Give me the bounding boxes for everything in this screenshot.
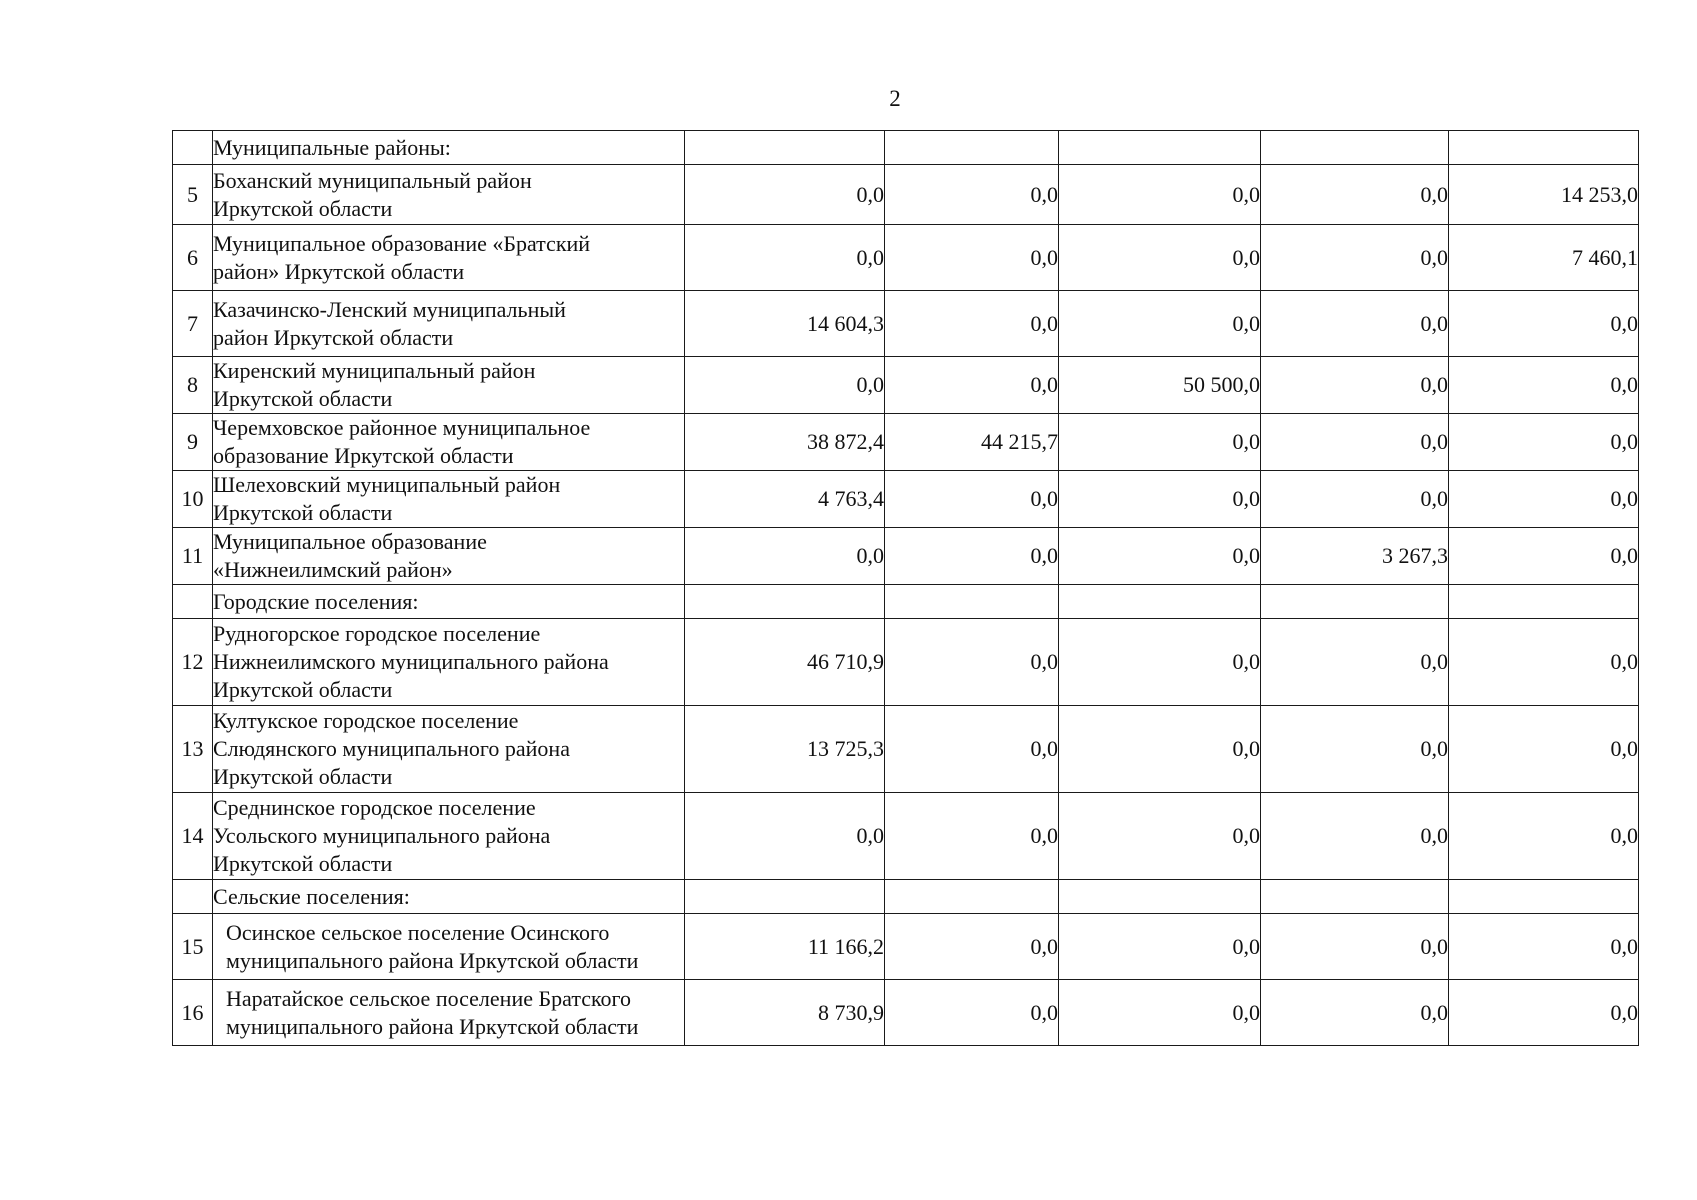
value-cell: 0,0 <box>1449 291 1639 357</box>
value-cell: 3 267,3 <box>1261 528 1449 585</box>
municipality-name: Култукское городское поселение Слюдянского муниципального района Иркутской области <box>213 706 685 793</box>
table-body <box>173 131 1639 1046</box>
value-cell: 0,0 <box>1261 471 1449 528</box>
table-row <box>173 165 1639 225</box>
municipality-name: Шелеховский муниципальный район Иркутской области <box>213 471 685 528</box>
municipality-name: Наратайское сельское поселение Братского муниципального района Иркутской области <box>213 980 685 1046</box>
value-cell: 0,0 <box>1449 980 1639 1046</box>
value-cell: 0,0 <box>685 793 885 880</box>
value-cell: 0,0 <box>1449 528 1639 585</box>
value-cell: 0,0 <box>685 357 885 414</box>
value-cell: 0,0 <box>1261 793 1449 880</box>
value-cell: 8 730,9 <box>685 980 885 1046</box>
value-cell: 0,0 <box>1059 225 1261 291</box>
row-number: 15 <box>173 914 213 980</box>
value-cell: 0,0 <box>685 528 885 585</box>
municipality-name: Казачинско-Ленский муниципальный район Иркутской области <box>213 291 685 357</box>
value-cell: 0,0 <box>1261 165 1449 225</box>
value-cell: 0,0 <box>685 225 885 291</box>
value-cell: 0,0 <box>685 165 885 225</box>
row-number: 13 <box>173 706 213 793</box>
value-cell: 0,0 <box>1059 793 1261 880</box>
table-row <box>173 291 1639 357</box>
value-cell: 0,0 <box>1449 706 1639 793</box>
section-row <box>173 585 1639 619</box>
value-cell: 0,0 <box>1449 357 1639 414</box>
section-label: Сельские поселения: <box>213 880 685 914</box>
table-row <box>173 414 1639 471</box>
section-row <box>173 880 1639 914</box>
municipality-name: Рудногорское городское поселение Нижнеилимского муниципального района Иркутской области <box>213 619 685 706</box>
municipality-name: Киренский муниципальный район Иркутской области <box>213 357 685 414</box>
table-row <box>173 914 1639 980</box>
table-row <box>173 471 1639 528</box>
num-cell <box>173 880 213 914</box>
value-cell: 0,0 <box>1261 914 1449 980</box>
allocation-table <box>172 130 1639 1046</box>
value-cell: 0,0 <box>885 980 1059 1046</box>
value-cell: 7 460,1 <box>1449 225 1639 291</box>
municipality-name: Боханский муниципальный район Иркутской области <box>213 165 685 225</box>
page-number: 2 <box>889 86 901 111</box>
value-cell: 44 215,7 <box>885 414 1059 471</box>
value-cell: 0,0 <box>1449 414 1639 471</box>
row-number: 14 <box>173 793 213 880</box>
value-cell: 4 763,4 <box>685 471 885 528</box>
value-cell: 0,0 <box>1059 414 1261 471</box>
municipality-name: Осинское сельское поселение Осинского муниципального района Иркутской области <box>213 914 685 980</box>
value-cell: 0,0 <box>885 165 1059 225</box>
value-cell: 0,0 <box>885 225 1059 291</box>
table-row <box>173 528 1639 585</box>
row-number: 6 <box>173 225 213 291</box>
value-cell: 13 725,3 <box>685 706 885 793</box>
value-cell: 14 604,3 <box>685 291 885 357</box>
value-cell: 0,0 <box>1261 619 1449 706</box>
row-number: 12 <box>173 619 213 706</box>
municipality-name: Муниципальное образование «Братский район» Иркутской области <box>213 225 685 291</box>
value-cell: 0,0 <box>1059 980 1261 1046</box>
row-number: 7 <box>173 291 213 357</box>
municipality-name: Муниципальное образование «Нижнеилимский район» <box>213 528 685 585</box>
value-cell: 0,0 <box>1059 291 1261 357</box>
value-cell: 0,0 <box>1449 914 1639 980</box>
value-cell: 0,0 <box>885 619 1059 706</box>
row-number: 16 <box>173 980 213 1046</box>
section-label: Муниципальные районы: <box>213 131 685 165</box>
table-row <box>173 357 1639 414</box>
value-cell: 0,0 <box>1261 414 1449 471</box>
row-number: 5 <box>173 165 213 225</box>
value-cell: 0,0 <box>885 471 1059 528</box>
municipality-name: Черемховское районное муниципальное образование Иркутской области <box>213 414 685 471</box>
value-cell: 0,0 <box>1261 291 1449 357</box>
section-label: Городские поселения: <box>213 585 685 619</box>
table-row <box>173 980 1639 1046</box>
value-cell: 38 872,4 <box>685 414 885 471</box>
value-cell: 0,0 <box>1059 619 1261 706</box>
value-cell: 0,0 <box>1261 357 1449 414</box>
value-cell: 0,0 <box>885 528 1059 585</box>
value-cell: 0,0 <box>885 914 1059 980</box>
value-cell: 50 500,0 <box>1059 357 1261 414</box>
value-cell: 0,0 <box>1449 619 1639 706</box>
table-row <box>173 706 1639 793</box>
value-cell: 0,0 <box>885 793 1059 880</box>
value-cell: 0,0 <box>1261 706 1449 793</box>
value-cell: 0,0 <box>1261 980 1449 1046</box>
value-cell: 0,0 <box>885 357 1059 414</box>
row-number: 9 <box>173 414 213 471</box>
municipality-name: Среднинское городское поселение Усольского муниципального района Иркутской области <box>213 793 685 880</box>
value-cell: 0,0 <box>1261 225 1449 291</box>
value-cell: 0,0 <box>885 291 1059 357</box>
row-number: 8 <box>173 357 213 414</box>
value-cell: 46 710,9 <box>685 619 885 706</box>
table-row <box>173 225 1639 291</box>
value-cell: 0,0 <box>1059 914 1261 980</box>
table-row <box>173 619 1639 706</box>
num-cell <box>173 131 213 165</box>
num-cell <box>173 585 213 619</box>
section-row <box>173 131 1639 165</box>
value-cell: 0,0 <box>1059 706 1261 793</box>
value-cell: 0,0 <box>1059 471 1261 528</box>
row-number: 11 <box>173 528 213 585</box>
value-cell: 0,0 <box>1059 165 1261 225</box>
value-cell: 11 166,2 <box>685 914 885 980</box>
value-cell: 0,0 <box>1059 528 1261 585</box>
table-row <box>173 793 1639 880</box>
value-cell: 0,0 <box>1449 793 1639 880</box>
value-cell: 14 253,0 <box>1449 165 1639 225</box>
value-cell: 0,0 <box>885 706 1059 793</box>
value-cell: 0,0 <box>1449 471 1639 528</box>
row-number: 10 <box>173 471 213 528</box>
